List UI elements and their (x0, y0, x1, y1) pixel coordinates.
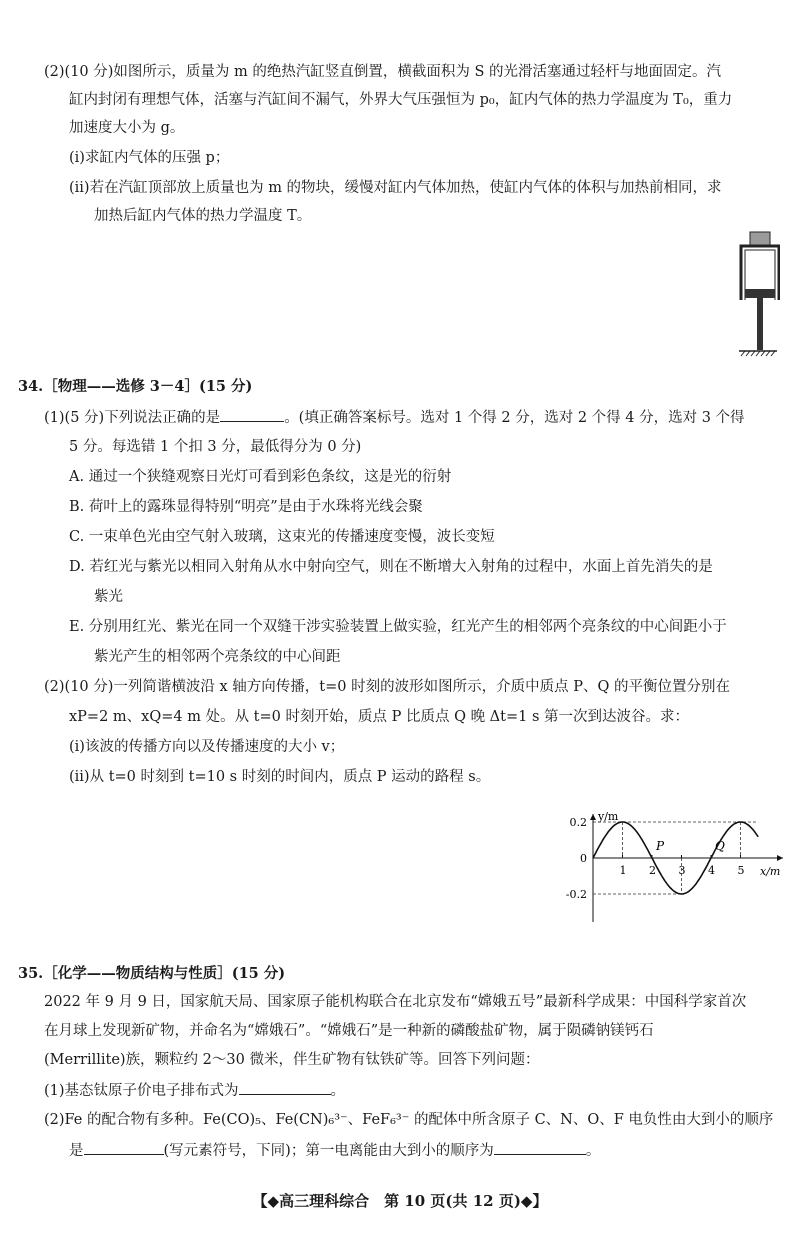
option-d-line2: 紫光 (94, 589, 123, 605)
q34-part2-line2: xP=2 m、xQ=4 m 处。从 t=0 时刻开始，质点 P 比质点 Q 晚 Δt=1 s 第一次到达波谷。求： (69, 709, 690, 725)
q35-intro-line2: 在月球上发现新矿物，并命名为“嫦娥石”。“嫦娥石”是一种新的磷酸盐矿物，属于陨磷钠镁钙石 (44, 1023, 654, 1039)
q35-part1: (1)基态钛原子价电子排布式为 。 (44, 1080, 345, 1101)
q33-part2-line3: 加速度大小为 g。 (69, 120, 185, 136)
q33-subq-ii-line2: 加热后缸内气体的热力学温度 T。 (94, 208, 312, 224)
q34-subq-ii: (ⅱ)从 t=0 时刻到 t=10 s 时刻的时间内，质点 P 运动的路程 s。 (69, 769, 491, 785)
piston (745, 289, 775, 298)
option-c: C. 一束单色光由空气射入玻璃，这束光的传播速度变慢，波长变短 (69, 529, 495, 545)
answer-blank[interactable] (84, 1140, 164, 1155)
q33-part2-line2: 缸内封闭有理想气体，活塞与汽缸间不漏气，外界大气压强恒为 p₀，缸内气体的热力学温度为 T₀，重力 (69, 92, 733, 108)
q34-part2-line1: (2)(10 分)一列简谐横波沿 x 轴方向传播，t=0 时刻的波形如图所示，介质中质点 P、Q 的平衡位置分别在 (44, 679, 730, 695)
x-tick-label: 3 (678, 864, 686, 877)
x-tick-label: 2 (649, 864, 656, 877)
x-tick-label: 4 (708, 864, 715, 877)
option-d-line1: D. 若红光与紫光以相同入射角从水中射向空气，则在不断增大入射角的过程中，水面上首先消失的是 (69, 559, 713, 575)
q35-intro-line3: (Merrillite)族，颗粒约 2～30 微米，伴生矿物有钛铁矿等。回答下列问题： (44, 1052, 540, 1068)
y-tick-label: 0.2 (569, 816, 587, 829)
q34-subq-i: (ⅰ)该波的传播方向以及传播速度的大小 v； (69, 739, 345, 755)
x-axis-label: x/m (760, 865, 781, 878)
option-a: A. 通过一个狭缝观察日光灯可看到彩色条纹，这是光的衍射 (69, 469, 452, 485)
wave-chart (555, 808, 790, 928)
option-b: B. 荷叶上的露珠显得特别“明亮”是由于水珠将光线会聚 (69, 499, 423, 515)
y-tick-label: -0.2 (565, 888, 587, 901)
q34-part1-line1: (1)(5 分)下列说法正确的是 。(填正确答案标号。选对 1 个得 2 分，选对 2 个得 4 分，选对 3 个得 (44, 407, 745, 428)
option-e-line2: 紫光产生的相邻两个亮条纹的中心间距 (94, 649, 341, 665)
weight-block (750, 232, 770, 246)
y-tick-label: 0 (580, 852, 587, 865)
x-tick-label: 1 (619, 864, 627, 877)
cylinder-piston-figure (735, 230, 780, 360)
rod (757, 298, 763, 350)
q34-part1-line2: 5 分。每选错 1 个扣 3 分，最低得分为 0 分) (69, 439, 362, 455)
point-label-q: Q (715, 839, 725, 853)
q35-intro-line1: 2022 年 9 月 9 日，国家航天局、国家原子能机构联合在北京发布“嫦娥五号”最新科学成果：中国科学家首次 (44, 994, 747, 1010)
q33-subq-i: (ⅰ)求缸内气体的压强 p； (69, 150, 230, 166)
answer-blank[interactable] (494, 1140, 586, 1155)
q34-heading: 34.［物理——选修 3－4］(15 分) (18, 378, 253, 395)
answer-blank[interactable] (239, 1080, 331, 1095)
page-footer: 【◆高三理科综合 第 10 页(共 12 页)◆】 (252, 1192, 548, 1210)
q33-subq-ii-line1: (ⅱ)若在汽缸顶部放上质量也为 m 的物块，缓慢对缸内气体加热，使缸内气体的体积与加热前相同，求 (69, 180, 722, 196)
x-tick-label: 5 (737, 864, 745, 877)
point-label-p: P (656, 839, 665, 853)
q35-heading: 35.［化学——物质结构与性质］(15 分) (18, 965, 286, 982)
option-e-line1: E. 分别用红光、紫光在同一个双缝干涉实验装置上做实验，红光产生的相邻两个亮条纹的中心间距小于 (69, 619, 727, 635)
q35-part2-line1: (2)Fe 的配合物有多种。Fe(CO)₅、Fe(CN)₆³⁻、FeF₆³⁻ 的配体中所含原子 C、N、O、F 电负性由大到小的顺序 (44, 1112, 774, 1128)
y-axis-label: y/m (598, 810, 619, 823)
q33-part2-line1: (2)(10 分)如图所示，质量为 m 的绝热汽缸竖直倒置，横截面积为 S 的光滑活塞通过轻杆与地面固定。汽 (44, 64, 722, 80)
q35-part2-line2: 是 (写元素符号，下同)；第一电离能由大到小的顺序为 。 (69, 1140, 600, 1161)
answer-blank[interactable] (220, 407, 284, 422)
